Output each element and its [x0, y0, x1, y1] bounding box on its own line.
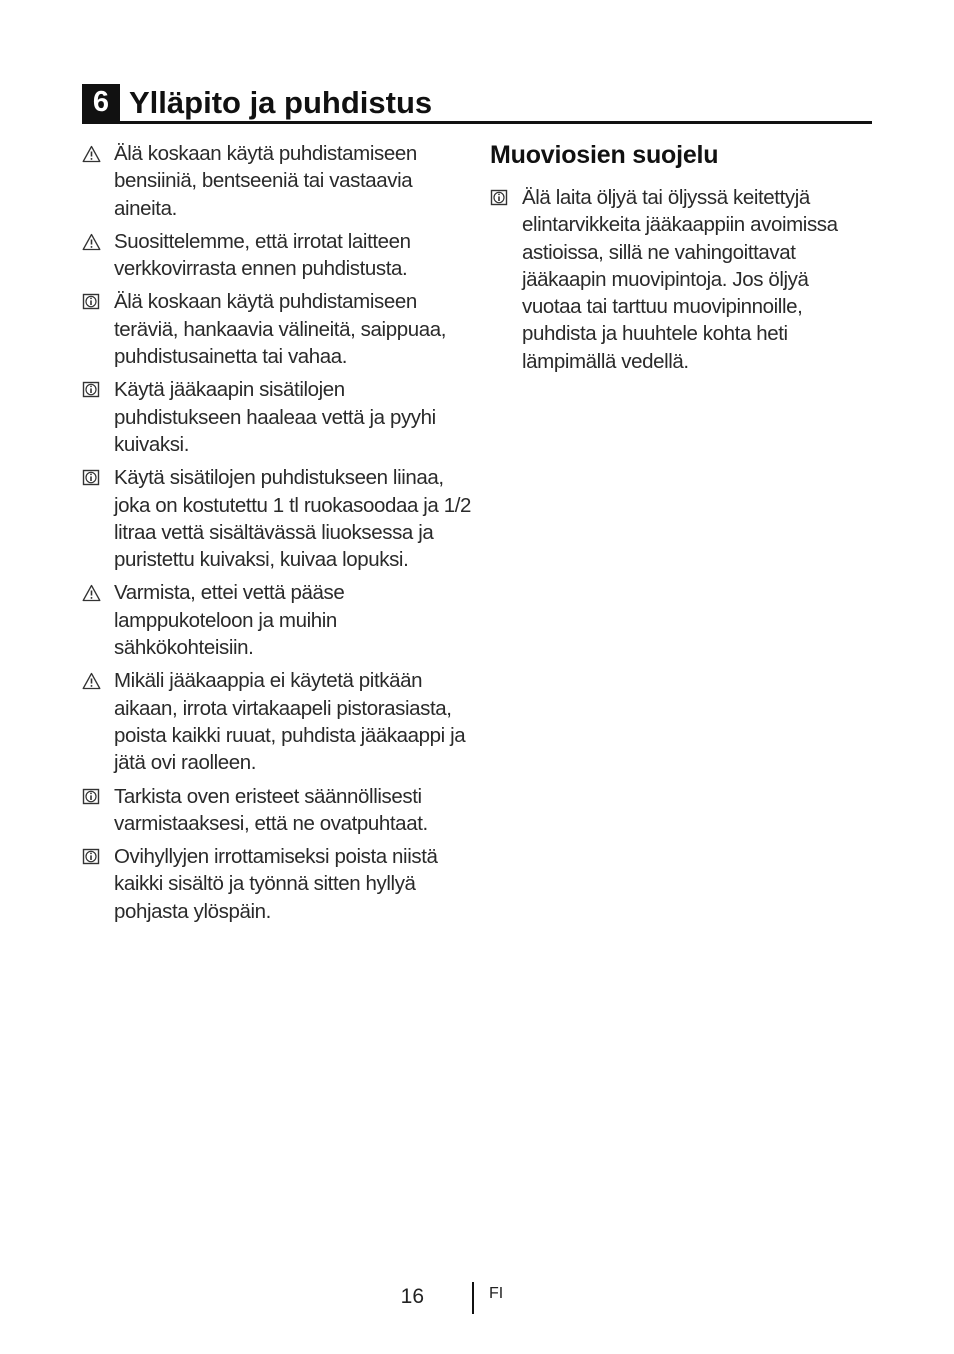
list-item	[82, 140, 472, 222]
item-text: Suosittelemme, että irrotat laitteen verkkovirrasta ennen puhdistusta.	[114, 229, 411, 281]
right-column	[490, 140, 860, 381]
list-item	[82, 667, 472, 776]
section-header	[82, 84, 872, 124]
list-item	[82, 288, 472, 370]
item-text: Ovihyllyjen irrottamiseksi poista niistä kaikki sisältö ja työnnä sitten hyllyä pohjasta ylöspäin.	[114, 845, 438, 923]
item-text: Käytä jääkaapin sisätilojen puhdistukseen haaleaa vettä ja pyyhi kuivaksi.	[114, 378, 436, 456]
list-item	[82, 464, 472, 573]
warning-icon	[82, 145, 101, 163]
item-text: Älä koskaan käytä puhdistamiseen bensiiniä, bentseeniä tai vastaavia aineita.	[114, 142, 417, 220]
info-icon	[82, 848, 101, 866]
list-item	[82, 783, 472, 838]
list-item	[82, 228, 472, 283]
subsection-title: Muoviosien suojelu	[490, 141, 719, 169]
left-column	[82, 140, 472, 931]
item-text: Varmista, ettei vettä pääse lamppukoteloon ja muihin sähkökohteisiin.	[114, 581, 345, 660]
info-icon	[82, 381, 101, 399]
info-icon	[82, 788, 101, 806]
list-item	[490, 184, 860, 375]
warning-icon	[82, 672, 101, 690]
section-title: Ylläpito ja puhdistus	[129, 85, 433, 120]
list-item	[82, 376, 472, 458]
info-icon	[82, 293, 101, 311]
section-number-badge: 6	[82, 84, 120, 121]
footer-divider	[472, 1282, 474, 1314]
item-text: Käytä sisätilojen puhdistukseen liinaa, joka on kostutettu 1 tl ruokasoodaa ja 1/2 litraa vettä sisältävässä liuoksessa ja puristettu kuivaksi, kuivaa lopuksi.	[114, 466, 472, 572]
item-text: Älä koskaan käytä puhdistamiseen teräviä, hankaavia välineitä, saippuaa, puhdistusainetta tai vahaa.	[114, 290, 446, 369]
item-text: Tarkista oven eristeet säännöllisesti varmistaaksesi, että ne ovatpuhtaat.	[114, 784, 428, 835]
warning-icon	[82, 584, 101, 602]
list-item	[82, 843, 472, 925]
page-number: 16	[400, 1285, 424, 1308]
info-icon	[82, 469, 101, 487]
language-code: FI	[489, 1285, 504, 1302]
item-text: Älä laita öljyä tai öljyssä keitettyjä elintarvikkeita jääkaappiin avoimissa astioissa, sillä ne vahingoittavat jääkaapin muovipintoja. Jos öljyä vuotaa tai tarttuu muovipinnoille, puhdista ja huuhtele kohta heti lämpimällä vedellä.	[522, 186, 838, 373]
list-item	[82, 579, 472, 661]
warning-icon	[82, 233, 101, 251]
info-icon	[490, 189, 509, 207]
item-text: Mikäli jääkaappia ei käytetä pitkään aikaan, irrota virtakaapeli pistorasiasta, poista kaikki ruuat, puhdista jääkaappi ja jätä ovi raolleen.	[114, 669, 466, 775]
